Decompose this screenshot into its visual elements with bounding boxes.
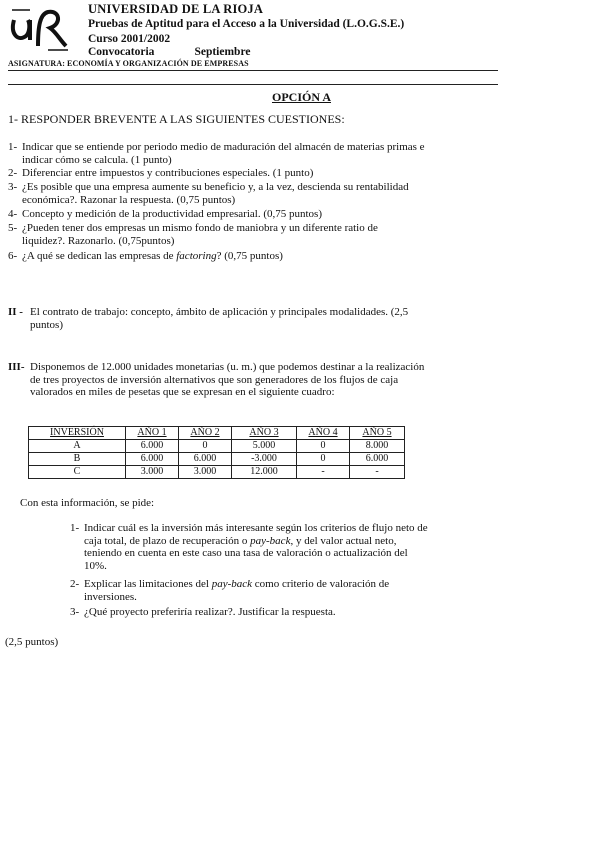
investment-table: [28, 426, 405, 479]
table-row: [29, 453, 405, 466]
table-cell: C: [29, 466, 126, 479]
university-name: UNIVERSIDAD DE LA RIOJA: [88, 2, 264, 16]
table-cell: 6.000: [126, 440, 179, 453]
table-header-cell: INVERSIÓN: [29, 427, 126, 440]
table-cell: 6.000: [126, 453, 179, 466]
question-2: 2- Diferenciar entre impuestos y contribuciones especiales. (1 punto): [8, 167, 314, 179]
table-cell: 12.000: [232, 466, 297, 479]
subject-line: ASIGNATURA: ECONOMÍA Y ORGANIZACIÓN DE EMPRESAS: [8, 59, 249, 68]
table-header-cell: AÑO 1: [126, 427, 179, 440]
call-label: Convocatoria: [88, 46, 155, 58]
table-cell: 6.000: [179, 453, 232, 466]
question-6: 6- ¿A qué se dedican las empresas de factoring? (0,75 puntos): [8, 250, 283, 262]
table-cell: 0: [297, 453, 350, 466]
section2: II - El contrato de trabajo: concepto, ámbito de aplicación y principales modalidades. (2,5 puntos): [8, 306, 409, 331]
table-cell: 5.000: [232, 440, 297, 453]
subquestion-1: 1- Indicar cuál es la inversión más interesante según los criterios de flujo neto de caja total, de plazo de recuperación o pay-back, y del valor actual neto, teniendo en cuenta en este caso una tasa de valoración o actualización del 10%.: [70, 522, 428, 572]
question-1: 1- Indicar que se entiende por periodo medio de maduración del almacén de materias primas e indicar cómo se calcula. (1 punto): [8, 141, 425, 166]
table-row: [29, 466, 405, 479]
table-cell: 3.000: [126, 466, 179, 479]
option-title: OPCIÓN A: [271, 90, 331, 104]
intro-text: Con esta información, se pide:: [20, 497, 155, 509]
table-cell: -3.000: [232, 453, 297, 466]
university-logo: [8, 6, 70, 56]
question-4: 4- Concepto y medición de la productividad empresarial. (0,75 puntos): [8, 208, 322, 220]
subquestion-3: 3- ¿Qué proyecto preferiría realizar?. Justificar la respuesta.: [70, 606, 336, 618]
table-cell: -: [350, 466, 405, 479]
option-divider: [8, 84, 498, 85]
table-header-cell: AÑO 4: [297, 427, 350, 440]
section3: III- Disponemos de 12.000 unidades monetarias (u. m.) que podemos destinar a la realización de tres proyectos de inversión alternativos que son generadores de los flujos de caja valorados en miles de pesetas que se expresan en el siguiente cuadro:: [8, 361, 425, 398]
table-row: [29, 440, 405, 453]
table-header-cell: AÑO 5: [350, 427, 405, 440]
subquestion-2: 2- Explicar las limitaciones del pay-back como criterio de valoración de inversiones.: [70, 578, 390, 603]
section1-title: 1- RESPONDER BREVENTE A LAS SIGUIENTES CUESTIONES:: [8, 112, 345, 126]
table-cell: B: [29, 453, 126, 466]
header-divider: [8, 70, 498, 71]
points-label: (2,5 puntos): [5, 636, 59, 648]
table-cell: -: [297, 466, 350, 479]
question-3: 3- ¿Es posible que una empresa aumente su beneficio y, a la vez, descienda su rentabilidad económica?. Razonar la respuesta. (0,75 puntos): [8, 181, 409, 206]
exam-title: Pruebas de Aptitud para el Acceso a la Universidad (L.O.G.S.E.): [88, 18, 405, 30]
table-cell: 8.000: [350, 440, 405, 453]
table-cell: 3.000: [179, 466, 232, 479]
question-5: 5- ¿Pueden tener dos empresas un mismo fondo de maniobra y un diferente ratio de liquidez?. Razonarlo. (0,75puntos): [8, 222, 378, 247]
table-cell: 6.000: [350, 453, 405, 466]
table-header-cell: AÑO 2: [179, 427, 232, 440]
course: Curso 2001/2002: [88, 33, 171, 45]
table-cell: 0: [297, 440, 350, 453]
table-cell: A: [29, 440, 126, 453]
table-header-row: [29, 427, 405, 440]
call: [88, 45, 250, 59]
table-header-cell: AÑO 3: [232, 427, 297, 440]
table-cell: 0: [179, 440, 232, 453]
call-value: Septiembre: [194, 46, 251, 58]
